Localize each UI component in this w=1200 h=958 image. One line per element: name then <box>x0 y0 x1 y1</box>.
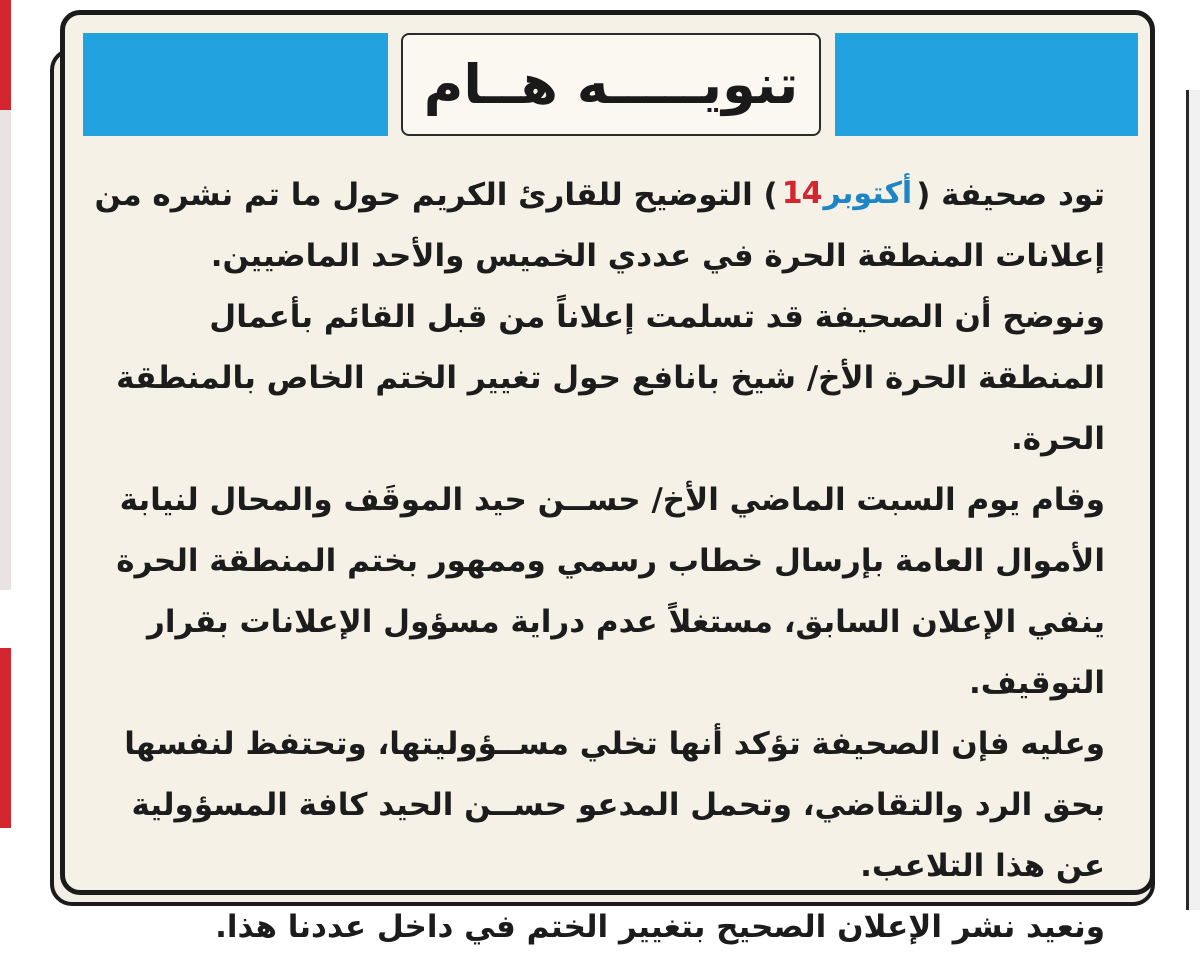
paragraph-5: ونعيد نشر الإعلان الصحيح بتغيير الختم في داخل عددنا هذا. <box>215 909 1105 945</box>
notice-box <box>60 10 1155 945</box>
paragraph-1-start: تود صحيفة ( <box>916 177 1105 213</box>
paragraph-4: وعليه فإن الصحيفة تؤكد أنها تخلي مســؤوليتها، وتحتفظ لنفسها بحق الرد والتقاضي، وتحمل المدعو حســن الحيد كافة المسؤولية عن هذا التلاعب. <box>124 726 1105 884</box>
paragraph-2: ونوضح أن الصحيفة قد تسلمت إعلاناً من قبل القائم بأعمال المنطقة الحرة الأخ/ شيخ بانافع حول تغيير الختم الخاص بالمنطقة الحرة. <box>116 299 1105 457</box>
paragraph-1-rest: ) التوضيح للقارئ الكريم حول ما تم نشره من إعلانات المنطقة الحرة في عددي الخميس والأحد الماضيين. <box>94 177 1105 274</box>
left-edge-grey-strip <box>0 110 11 590</box>
left-edge-red-strip <box>0 0 11 110</box>
title-box <box>401 33 821 136</box>
paragraph-1 <box>85 165 1135 287</box>
logo-number: 14 <box>781 176 822 211</box>
newspaper-logo <box>782 174 912 214</box>
notice-body <box>85 165 1135 958</box>
title-accent-right <box>835 33 1138 136</box>
title-bar <box>83 33 1138 136</box>
notice-title: تنويـــــه هــام <box>423 53 799 116</box>
paragraph-3: وقام يوم السبت الماضي الأخ/ حســن حيد الموقَف والمحال لنيابة الأموال العامة بإرسال خطاب رسمي وممهور بختم المنطقة الحرة ينفي الإعلان السابق، مستغلاً عدم دراية مسؤول الإعلانات بقرار التوقيف. <box>116 482 1105 701</box>
logo-word: أكتوبر <box>823 176 913 211</box>
left-edge-red-strip-lower <box>0 648 11 828</box>
title-accent-left <box>83 33 388 136</box>
right-edge-strip <box>1186 90 1200 910</box>
